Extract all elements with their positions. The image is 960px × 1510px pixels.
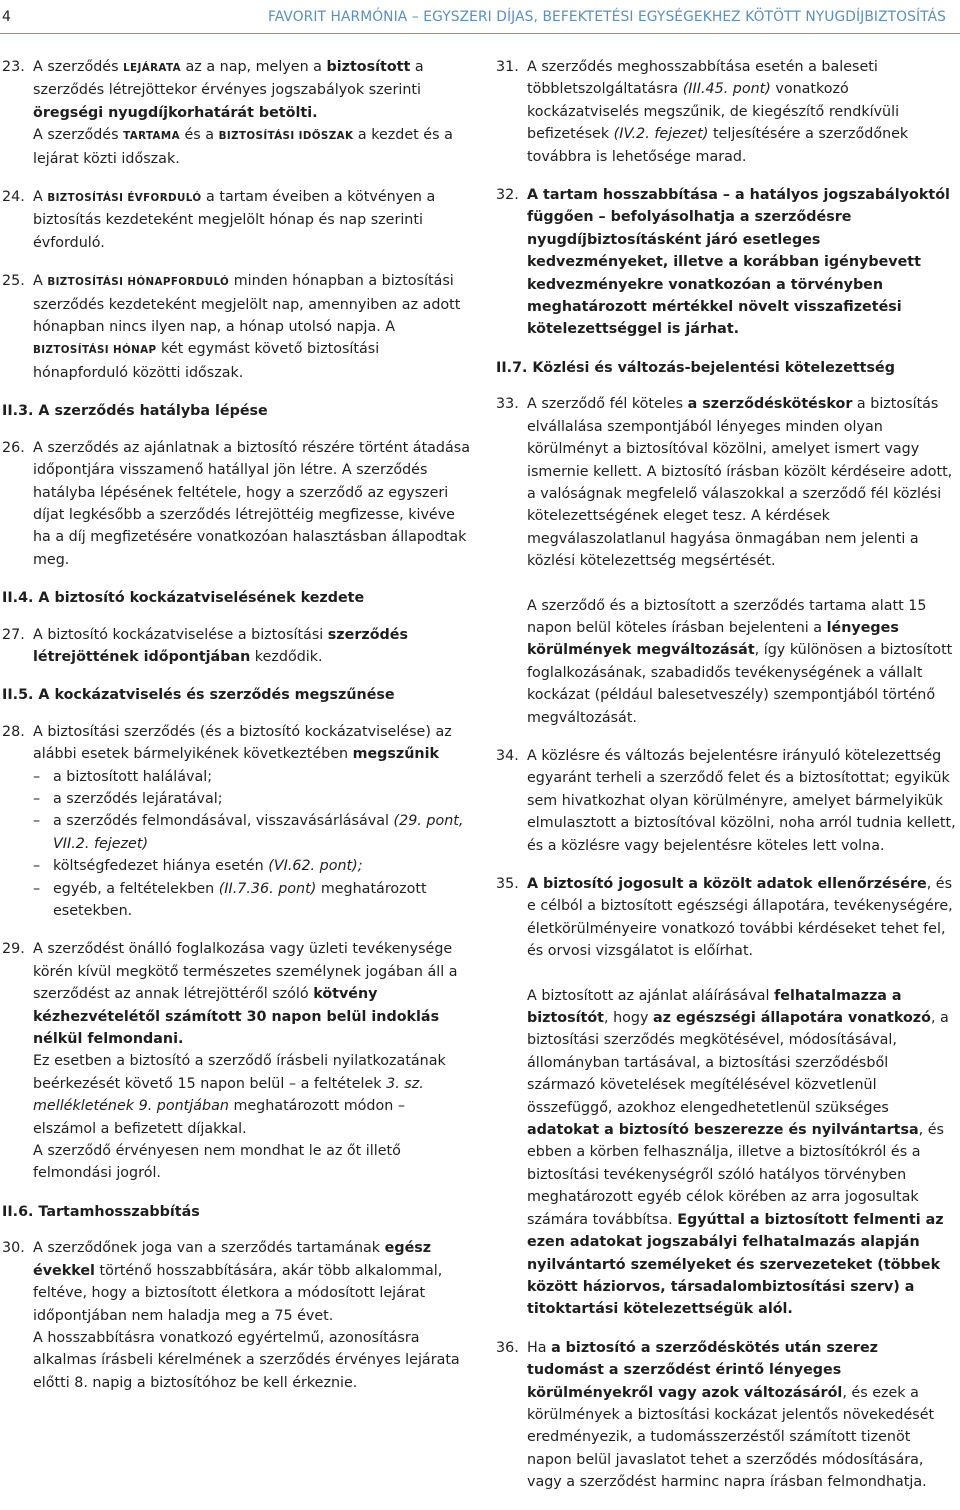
clause-35 <box>496 873 958 1321</box>
list-item: – a biztosított halálával; <box>33 768 213 785</box>
clause-23 <box>2 56 470 170</box>
clause-number: 31. <box>496 59 519 75</box>
clause-32 <box>496 184 958 341</box>
section-heading-ii-4: II.4. A biztosító kockázatviselésének kezdete <box>2 590 365 607</box>
clause-30 <box>2 1237 470 1394</box>
clause-text: Ez esetben a biztosító a szerződő írásbeli nyilatkozatának beérkezését követő 15 napon belül – a feltételek 3. sz. mellékletének 9. pontjában meghatározott módon – elszámol a befizetett díjakkal. <box>33 1053 446 1137</box>
clause-28 <box>2 721 470 923</box>
list-item: – egyéb, a feltételekben (II.7.36. pont) meghatározott esetekben. <box>33 880 427 919</box>
section-heading-ii-3: II.3. A szerződés hatályba lépése <box>2 403 268 420</box>
clause-text: A szerződő érvényesen nem mondhat le az őt illető felmondási jogról. <box>33 1143 401 1182</box>
clause-27 <box>2 624 470 669</box>
clause-number: 33. <box>496 396 519 413</box>
clause-text: A közlésre és változás bejelentésre irányuló kötelezettség egyaránt terheli a szerződő felet és a biztosítottat; egyikük sem hivatkozhat olyan körülményre, amelyet bármelyikük elmulasztott a biztosítóval közölni, noha arról tudnia kellett, és a közlésre vagy bejelentésre köteles lett volna. <box>527 747 956 854</box>
clause-number: 34. <box>496 747 519 764</box>
clause-text: A biztosított az ajánlat aláírásával felhatalmazza a biztosítót, hogy az egészségi állapotára vonatkozó, a biztosítási szerződés megkötésével, módosításával, állományban tartásával, a biztosítási szerződésből származó követelések megítélésével közvetlenül összefüggő, azokhoz elengedhetetlenül szükséges adatokat a biztosító beszerezze és nyilvántartsa, és ebben a körben felhasználja, illetve a biztosítókról és a biztosítási tevékenységről szóló hatályos törvényben meghatározott egyéb célok körében az arra jogosultak számára továbbítsa. Egyúttal a biztosított felmenti az ezen adatokat jogszabályi felhatalmazás alapján nyilvántartó személyeket és szervezeteket (többek között háziorvos, társadalombiztosítási szerv) a titoktartási kötelezettségük alól. <box>527 987 949 1318</box>
clause-36 <box>496 1337 958 1494</box>
clause-number: 36. <box>496 1339 519 1356</box>
clause-number: 27. <box>2 626 25 643</box>
clause-text: A szerződés TARTAMA és a BIZTOSÍTÁSI IDŐSZAK a kezdet és a lejárat közti időszak. <box>33 127 453 167</box>
clause-number: 23. <box>2 59 25 75</box>
page-number: 4 <box>2 9 11 25</box>
section-heading-ii-5: II.5. A kockázatviselés és szerződés megszűnése <box>2 687 395 704</box>
clause-number: 25. <box>2 273 25 290</box>
clause-29 <box>2 938 470 1184</box>
clause-31 <box>496 56 958 168</box>
clause-number: 29. <box>2 941 25 958</box>
left-column <box>2 56 470 1410</box>
section-heading-ii-7: II.7. Közlési és változás-bejelentési kötelezettség <box>496 359 895 376</box>
clause-text: A biztosítási szerződés (és a biztosító kockázatviselése) az alábbi esetek bármelyikének következtében megszűnik <box>33 723 452 763</box>
clause-text: A biztosító kockázatviselése a biztosítási szerződés létrejöttének időpontjában kezdődik. <box>33 626 408 665</box>
clause-number: 30. <box>2 1240 25 1257</box>
clause-33 <box>496 393 958 729</box>
clause-number: 35. <box>496 876 519 892</box>
clause-text: A szerződés az ajánlatnak a biztosító részére történt átadása időpontjára visszamenő hatállyal jön létre. A szerződés hatályba lépésének feltétele, hogy a szerződő az egyszeri díjat legkésőbb a szerződés létrejöttéig megfizesse, kivéve ha a díj megfizetésére vonatkozóan halasztásban állapodtak meg. <box>33 439 470 568</box>
clause-24 <box>2 186 470 254</box>
list-item: – a szerződés lejáratával; <box>33 790 223 807</box>
running-title: FAVORIT HARMÓNIA – EGYSZERI DÍJAS, BEFEKTETÉSI EGYSÉGEKHEZ KÖTÖTT NYUGDÍJBIZTOSÍTÁS <box>267 9 946 25</box>
clause-text: A hosszabbításra vonatkozó egyértelmű, azonosításra alkalmas írásbeli kérelmének a szerződés érvényes lejárata előtti 8. napig a biztosítóhoz be kell érkeznie. <box>33 1329 460 1391</box>
clause-text: A biztosító jogosult a közölt adatok ellenőrzésére, és e célból a biztosított egészségi állapotára, tevékenységére, életkörülményeire vonatkozó további kérdéseket tehet fel, és orvosi vizsgálatot is előírhat. <box>527 876 953 960</box>
clause-text: A szerződés LEJÁRATA az a nap, melyen a biztosított a szerződés létrejöttekor érvényes jogszabályok szerinti öregségi nyugdíjkorhatárát betölti. <box>33 59 424 121</box>
clause-text: A BIZTOSÍTÁSI ÉVFORDULÓ a tartam éveiben a kötvényen a biztosítás kezdeteként megjelölt hónap és nap szerinti évforduló. <box>33 189 436 251</box>
list-item: – a szerződés felmondásával, visszavásárlásával (29. pont, VII.2. fejezet) <box>33 813 464 852</box>
clause-26 <box>2 437 470 571</box>
clause-text: A szerződőnek joga van a szerződés tartamának egész évekkel történő hosszabbítására, akár több alkalommal, feltéve, hogy a biztosított életkora a módosított lejárat időpontjában nem haladja meg a 75 évet. <box>33 1240 443 1324</box>
clause-number: 28. <box>2 723 25 740</box>
clause-25 <box>2 270 470 384</box>
clause-text: A tartam hosszabbítása – a hatályos jogszabályoktól függően – befolyásolhatja a szerződésre nyugdíjbiztosításként járó esetleges kedvezményeket, illetve a korábban igénybevett kedvezményekre vonatkozóan a törvényben meghatározott mértékkel növelt visszafizetési kötelezettséggel is járhat. <box>527 187 950 338</box>
clause-text: A szerződő fél köteles a szerződéskötéskor a biztosítás elvállalása szempontjából lényeges minden olyan körülményt a biztosítóval közölni, amelyet ismert vagy ismernie kellett. A biztosító írásban közölt kérdéseire adott, a valóságnak megfelelő válaszokkal a szerződő fél közlési kötelezettségének eleget tesz. A kérdések megválaszolatlanul hagyása önmagában nem jelenti a közlési kötelezettség megsértését. <box>527 396 953 570</box>
clause-number: 24. <box>2 189 25 206</box>
list-item: – költségfedezet hiánya esetén (VI.62. pont); <box>33 858 363 875</box>
clause-number: 26. <box>2 439 25 456</box>
clause-text: A BIZTOSÍTÁSI HÓNAPFORDULÓ minden hónapban a biztosítási szerződés kezdeteként megjelölt nap, amennyiben az adott hónapban nincs ilyen nap, a hónap utolsó napja. A BIZTOSÍTÁSI HÓNAP két egymást követő biztosítási hónapforduló közötti időszak. <box>33 273 461 381</box>
clause-number: 32. <box>496 187 519 204</box>
clause-text: Ha a biztosító a szerződéskötés után szerez tudomást a szerződést érintő lényeges körülményekről vagy azok változásáról, és ezek a körülmények a biztosítási kockázat jelentős növekedését eredményezik, a tudomásszerzéstől számított tizenöt napon belül javaslatot tehet a szerződés módosítására, vagy a szerződést harminc napra írásban felmondhatja. <box>527 1339 935 1491</box>
clause-34 <box>496 745 958 857</box>
clause-text: A szerződést önálló foglalkozása vagy üzleti tevékenysége körén kívül megkötő természetes személynek jogában áll a szerződést az annak létrejöttéről szóló kötvény kézhezvételétől számított 30 napon belül indoklás nélkül felmondani. <box>33 941 458 1048</box>
clause-text: A szerződés meghosszabbítása esetén a baleseti többletszolgáltatásra (III.45. pont) vonatkozó kockázatviselés megszűnik, de kiegészítő rendkívüli befizetések (IV.2. fejezet) teljesítésére a szerződőnek továbbra is lehetősége marad. <box>527 59 909 165</box>
header-divider <box>0 33 960 34</box>
page-header <box>0 0 960 32</box>
clause-text: A szerződő és a biztosított a szerződés tartama alatt 15 napon belül köteles írásban bejelenteni a lényeges körülmények megváltozását, így különösen a biztosított foglalkozásának, szabadidős tevékenységének a vállalt kockázat (például balesetveszély) szempontjából történő megváltozását. <box>527 597 953 726</box>
section-heading-ii-6: II.6. Tartamhosszabbítás <box>2 1203 200 1220</box>
right-column <box>496 56 958 1510</box>
